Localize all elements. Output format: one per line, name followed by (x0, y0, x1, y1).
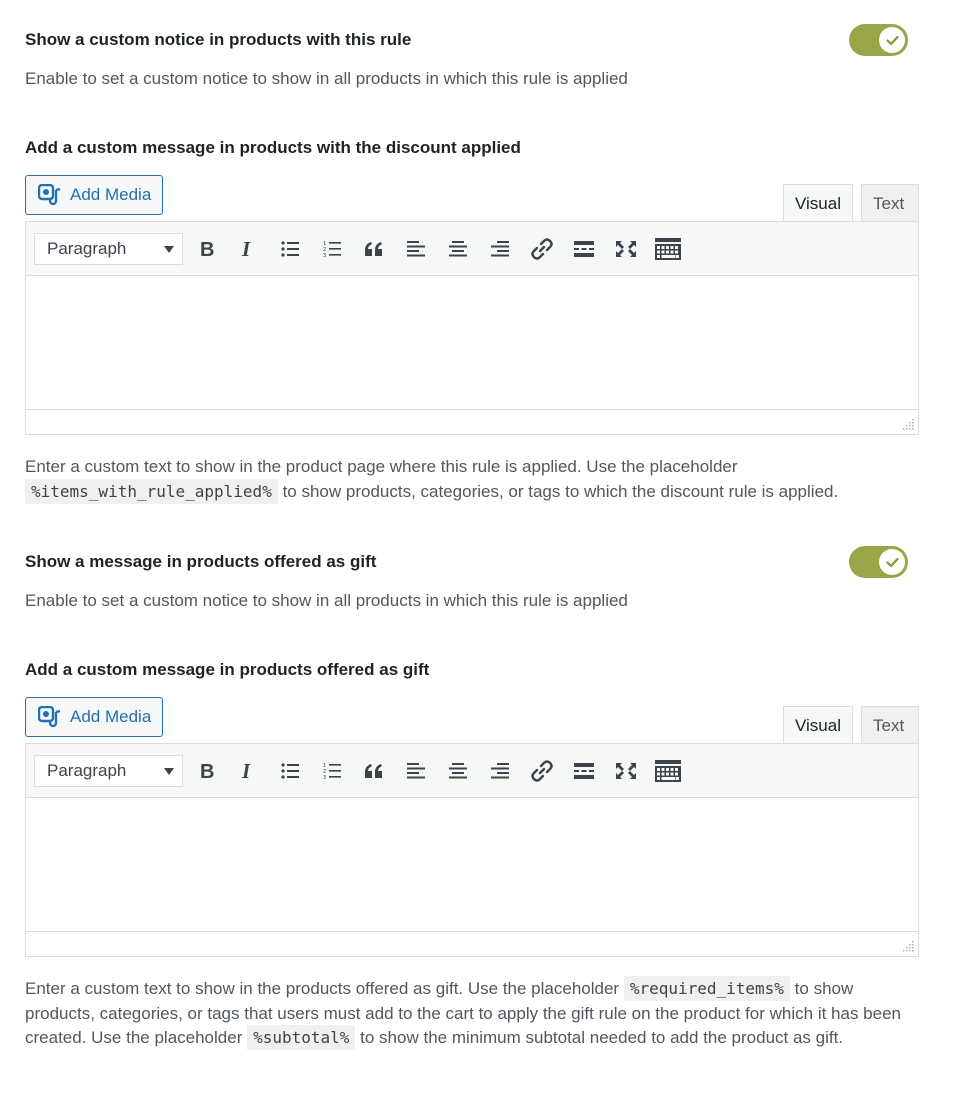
fullscreen-icon (615, 762, 637, 780)
svg-text:1: 1 (323, 763, 327, 769)
svg-text:B: B (200, 762, 215, 780)
align-center-button[interactable] (442, 755, 474, 787)
gift-message-editor (25, 743, 919, 957)
editor-content-area[interactable] (26, 276, 918, 409)
blockquote-button[interactable] (358, 755, 390, 787)
media-icon (38, 184, 62, 206)
toolbar-toggle-icon (655, 238, 681, 260)
svg-text:3: 3 (323, 253, 327, 258)
check-icon (886, 557, 899, 568)
discount-message-title: Add a custom message in products with the discount applied (25, 138, 521, 157)
toolbar-toggle-button[interactable] (652, 233, 684, 265)
bold-button[interactable] (191, 233, 223, 265)
toolbar-toggle-button[interactable] (652, 755, 684, 787)
link-icon (531, 760, 553, 782)
svg-text:3: 3 (323, 775, 327, 780)
italic-button[interactable] (232, 755, 264, 787)
bold-button[interactable] (191, 755, 223, 787)
italic-icon (240, 240, 256, 258)
read-more-button[interactable] (568, 233, 600, 265)
align-right-icon (491, 763, 509, 779)
numbered-list-icon (323, 240, 341, 258)
add-media-button[interactable]: Add Media (25, 175, 163, 215)
svg-text:2: 2 (323, 247, 327, 253)
discount-message-help: Enter a custom text to show in the product page where this rule is applied. Use the placeholder %items_with_rule_applied% to show products, categories, or tags to which the discount rule is applied. (25, 455, 919, 504)
custom-notice-toggle-title: Show a custom notice in products with this rule (25, 30, 412, 49)
chevron-down-icon (164, 768, 174, 775)
placeholder-code: %required_items% (624, 976, 790, 1001)
blockquote-button[interactable] (358, 233, 390, 265)
chevron-down-icon (164, 246, 174, 253)
editor-toolbar (26, 222, 918, 276)
format-select[interactable]: Paragraph (34, 755, 183, 787)
editor-statusbar (26, 409, 918, 434)
gift-message-help: Enter a custom text to show in the products offered as gift. Use the placeholder %required_items% to show products, categories, or tags that users must add to the cart to apply the gift rule on the product for which it has been created. Use the placeholder %subtotal% to show the minimum subtotal needed to add the product as gift. (25, 977, 905, 1051)
toggle-knob (879, 549, 905, 575)
placeholder-code: %subtotal% (247, 1025, 355, 1050)
media-icon (38, 706, 62, 728)
align-left-button[interactable] (400, 233, 432, 265)
placeholder-code: %items_with_rule_applied% (25, 479, 278, 504)
blockquote-icon (364, 242, 384, 256)
align-right-button[interactable] (484, 233, 516, 265)
svg-text:I: I (242, 240, 251, 258)
gift-message-toggle-desc: Enable to set a custom notice to show in all products in which this rule is applied (25, 591, 628, 610)
align-right-button[interactable] (484, 755, 516, 787)
gift-message-title: Add a custom message in products offered as gift (25, 660, 430, 679)
tab-text[interactable]: Text (861, 706, 919, 744)
numbered-list-button[interactable] (316, 233, 348, 265)
resize-grip-icon[interactable] (902, 940, 914, 952)
editor-content-area[interactable] (26, 798, 918, 931)
editor-toolbar (26, 744, 918, 798)
fullscreen-icon (615, 240, 637, 258)
align-left-icon (407, 763, 425, 779)
toggle-knob (879, 27, 905, 53)
format-select[interactable]: Paragraph (34, 233, 183, 265)
numbered-list-button[interactable] (316, 755, 348, 787)
editor-statusbar (26, 931, 918, 956)
fullscreen-button[interactable] (610, 755, 642, 787)
align-right-icon (491, 241, 509, 257)
check-icon (886, 35, 899, 46)
link-button[interactable] (526, 233, 558, 265)
resize-grip-icon[interactable] (902, 418, 914, 430)
align-left-icon (407, 241, 425, 257)
read-more-button[interactable] (568, 755, 600, 787)
align-center-icon (449, 763, 467, 779)
align-center-button[interactable] (442, 233, 474, 265)
svg-text:I: I (242, 762, 251, 780)
gift-message-toggle-title: Show a message in products offered as gift (25, 552, 377, 571)
tab-text[interactable]: Text (861, 184, 919, 222)
tab-visual[interactable]: Visual (783, 184, 853, 222)
italic-icon (240, 762, 256, 780)
read-more-icon (574, 763, 594, 779)
svg-text:B: B (200, 240, 215, 258)
svg-text:2: 2 (323, 769, 327, 775)
link-button[interactable] (526, 755, 558, 787)
bullet-list-icon (281, 241, 299, 257)
svg-text:1: 1 (323, 241, 327, 247)
bullet-list-button[interactable] (274, 755, 306, 787)
blockquote-icon (364, 764, 384, 778)
bullet-list-icon (281, 763, 299, 779)
tab-visual[interactable]: Visual (783, 706, 853, 744)
bold-icon (199, 762, 215, 780)
read-more-icon (574, 241, 594, 257)
add-media-button[interactable]: Add Media (25, 697, 163, 737)
bold-icon (199, 240, 215, 258)
align-left-button[interactable] (400, 755, 432, 787)
custom-notice-toggle-desc: Enable to set a custom notice to show in all products in which this rule is applied (25, 69, 628, 88)
gift-message-toggle[interactable] (849, 546, 908, 578)
link-icon (531, 238, 553, 260)
italic-button[interactable] (232, 233, 264, 265)
align-center-icon (449, 241, 467, 257)
custom-notice-toggle[interactable] (849, 24, 908, 56)
bullet-list-button[interactable] (274, 233, 306, 265)
discount-message-editor (25, 221, 919, 435)
toolbar-toggle-icon (655, 760, 681, 782)
numbered-list-icon (323, 762, 341, 780)
fullscreen-button[interactable] (610, 233, 642, 265)
